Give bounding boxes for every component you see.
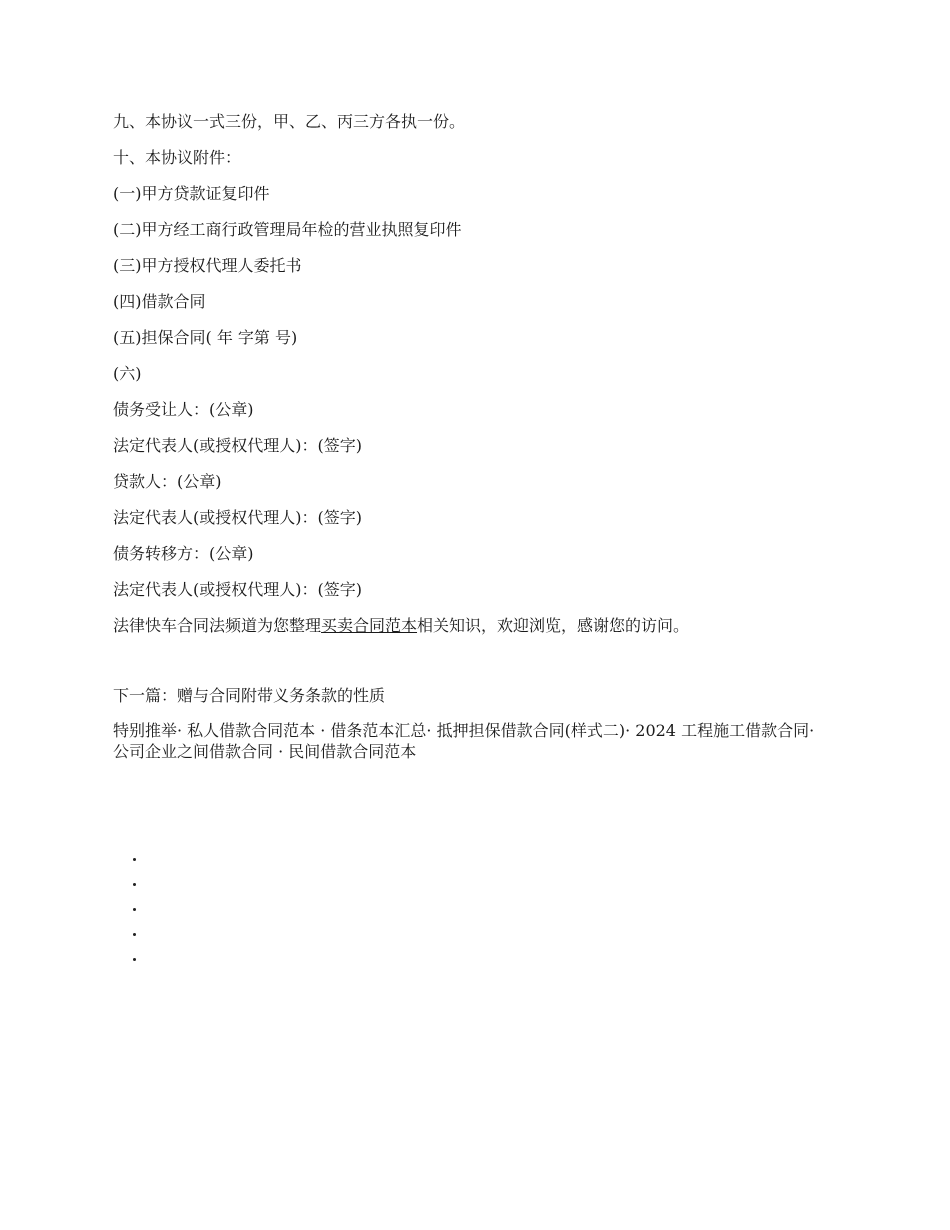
signature-lender-rep: 法定代表人(或授权代理人)：(签字) (113, 508, 362, 527)
signature-assignee: 债务受让人：(公章) (113, 400, 254, 419)
attachment-5: (五)担保合同( 年 字第 号) (113, 328, 298, 347)
document-body (113, 110, 835, 762)
bullet-icon (133, 858, 136, 861)
closing-note (113, 614, 835, 638)
clause-ten-heading: 十、本协议附件： (113, 148, 242, 167)
signature-transferor: 债务转移方：(公章) (113, 544, 254, 563)
signature-assignee-rep: 法定代表人(或授权代理人)：(签字) (113, 436, 362, 455)
clause-nine: 九、本协议一式三份，甲、乙、丙三方各执一份。 (113, 112, 466, 131)
signature-lender: 贷款人：(公章) (113, 472, 222, 491)
signature-transferor-rep: 法定代表人(或授权代理人)：(签字) (113, 580, 362, 599)
bullet-icon (133, 933, 136, 936)
next-article-link[interactable]: 下一篇：赠与合同附带义务条款的性质 (113, 686, 386, 705)
attachment-4: (四)借款合同 (113, 292, 206, 311)
bullet-icon (133, 883, 136, 886)
attachment-6: (六) (113, 364, 142, 383)
attachment-3: (三)甲方授权代理人委托书 (113, 256, 302, 275)
closing-suffix: 相关知识，欢迎浏览，感谢您的访问。 (417, 616, 690, 635)
recommended-links[interactable]: 特别推举· 私人借款合同范本 · 借条范本汇总· 抵押担保借款合同(样式二)· 2024 工程施工借款合同· 公司企业之间借款合同 · 民间借款合同范本 (113, 721, 815, 761)
attachment-2: (二)甲方经工商行政管理局年检的营业执照复印件 (113, 220, 462, 239)
bullet-icon (133, 908, 136, 911)
bullet-icon (133, 958, 136, 961)
attachment-1: (一)甲方贷款证复印件 (113, 184, 270, 203)
closing-prefix: 法律快车合同法频道为您整理 (113, 616, 322, 635)
sales-contract-link[interactable]: 买卖合同范本 (321, 616, 418, 635)
